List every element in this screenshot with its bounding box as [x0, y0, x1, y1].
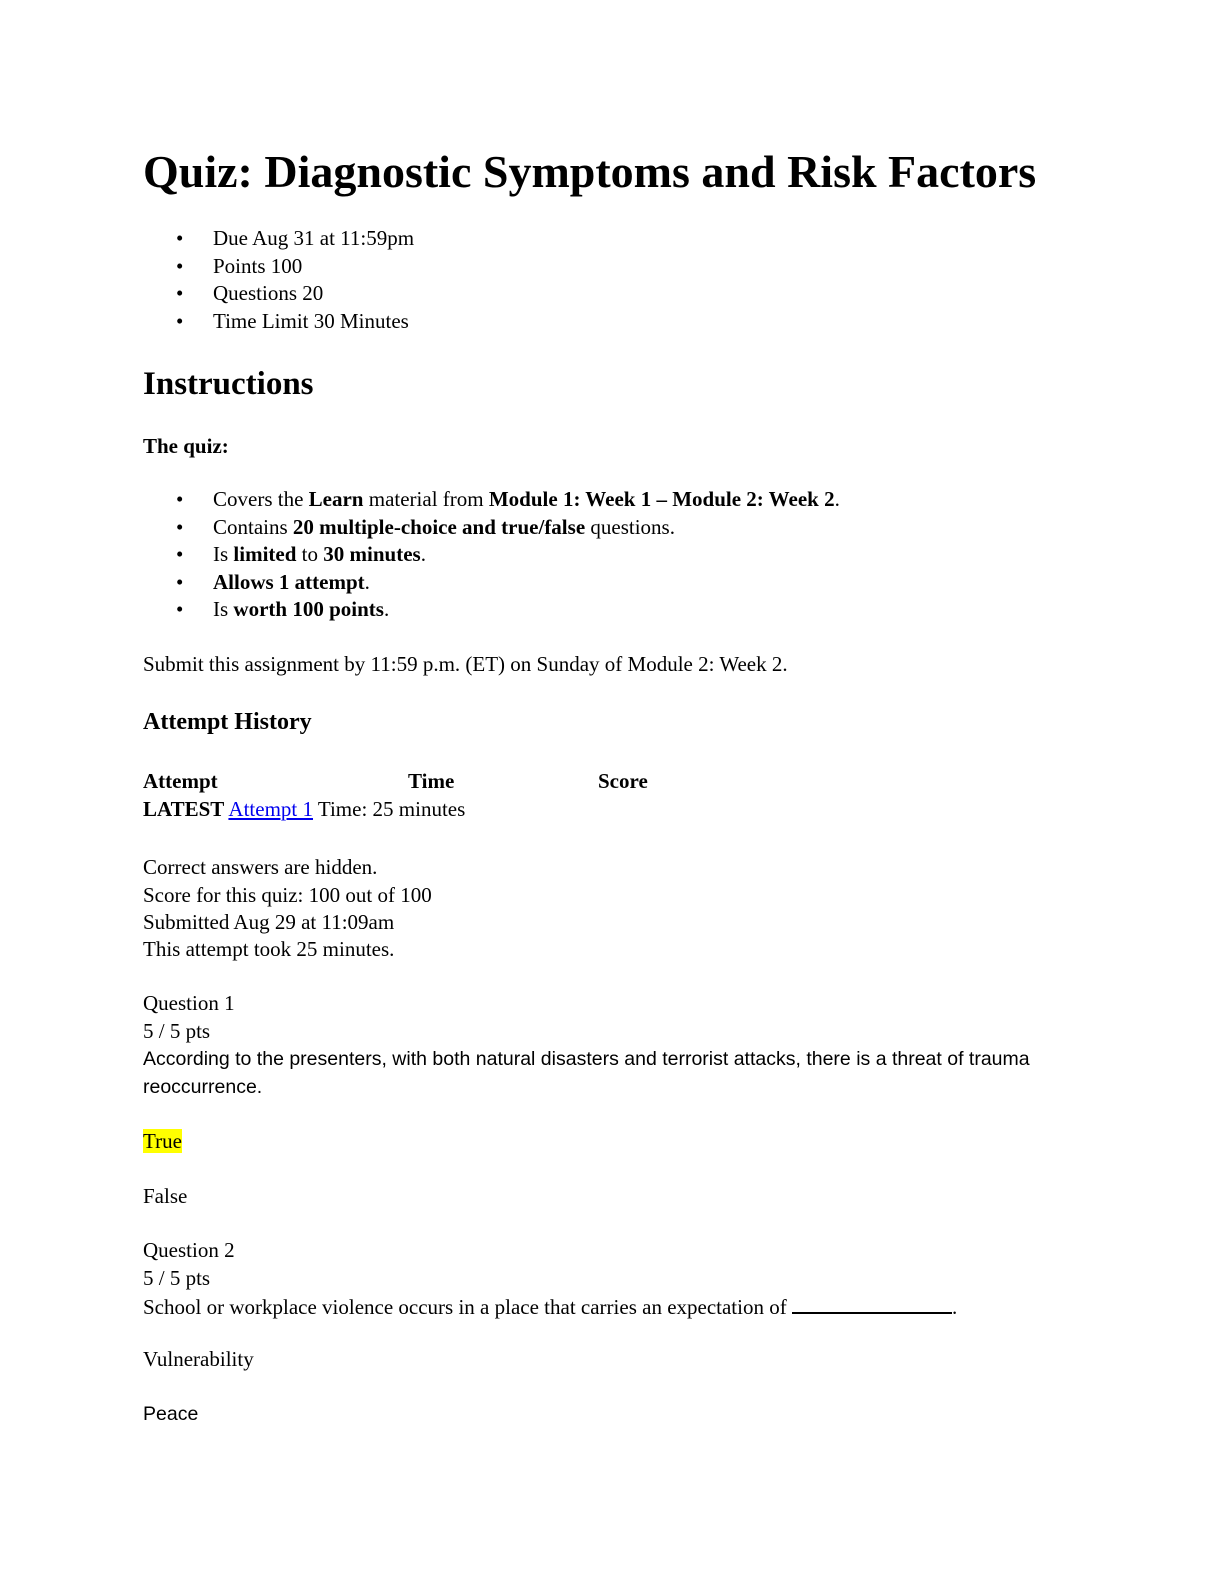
text-segment: . [383, 597, 390, 621]
bold-text: 20 multiple-choice and true/false [292, 514, 586, 539]
page-title: Quiz: Diagnostic Symptoms and Risk Factors [143, 146, 1037, 197]
question-2-text: School or workplace violence occurs in a place that carries an expectation of [143, 1295, 787, 1319]
meta-time-limit: • Time Limit 30 Minutes [143, 308, 414, 336]
question-1-option-true[interactable] [143, 1128, 182, 1155]
instruction-item [143, 514, 840, 542]
text-segment: Covers the [213, 487, 309, 511]
question-2-points: 5 / 5 pts [143, 1266, 211, 1290]
bold-text: worth 100 points [233, 597, 384, 621]
quiz-meta-list [143, 225, 414, 335]
text-segment: material from [363, 487, 489, 511]
question-1-points: 5 / 5 pts [143, 1019, 211, 1043]
question-1-label: Question 1 [143, 991, 235, 1015]
question-1-text: According to the presenters, with both natural disasters and terrorist attacks, there is a threat of trauma reoccurrence. [143, 1048, 1030, 1098]
attempt-1-link[interactable]: Attempt 1 [228, 797, 313, 821]
instructions-heading: Instructions [143, 366, 314, 402]
attempt-time: Time: 25 minutes [317, 797, 466, 821]
text-segment: . [420, 542, 426, 566]
text-segment: to [296, 542, 324, 566]
bold-text: Allows 1 attempt [213, 569, 365, 594]
attempt-history-heading: Attempt History [143, 709, 312, 735]
score-line: Score for this quiz: 100 out of 100 [143, 883, 432, 907]
text-segment: . [364, 569, 370, 594]
instruction-item [143, 596, 840, 624]
bold-text: 30 minutes [323, 542, 421, 566]
meta-due: • Due Aug 31 at 11:59pm [143, 225, 414, 253]
instruction-item [143, 486, 840, 514]
meta-questions: • Questions 20 [143, 280, 414, 308]
bold-text: Module 1: Week 1 – Module 2: Week 2 [488, 487, 835, 511]
text-segment: . [834, 487, 840, 511]
instructions-label: The quiz: [143, 434, 229, 458]
attempt-row [143, 795, 465, 823]
bold-text: limited [233, 542, 297, 566]
text-segment: Contains [213, 514, 293, 539]
text-segment: Is [213, 597, 234, 621]
submit-note: Submit this assignment by 11:59 p.m. (ET) on Sunday of Module 2: Week 2. [143, 652, 788, 676]
question-2-text-line [143, 1292, 957, 1321]
bold-text: Learn [308, 487, 364, 511]
column-time: Time [408, 769, 455, 793]
question-2-text-end: . [951, 1295, 958, 1319]
question-2-label: Question 2 [143, 1238, 235, 1262]
fill-in-blank [792, 1292, 952, 1314]
latest-label: LATEST [143, 797, 225, 821]
instruction-item [143, 541, 840, 569]
duration-line: This attempt took 25 minutes. [143, 937, 395, 961]
text-segment: questions. [585, 514, 675, 539]
instructions-list [143, 486, 840, 624]
column-score: Score [598, 769, 648, 793]
text-segment: Is [213, 542, 234, 566]
question-2-option-peace[interactable]: Peace [143, 1403, 199, 1425]
submitted-line: Submitted Aug 29 at 11:09am [143, 910, 395, 934]
question-2-option-vulnerability[interactable]: Vulnerability [143, 1347, 254, 1371]
meta-points: • Points 100 [143, 253, 414, 281]
selected-answer-highlight: True [143, 1129, 182, 1153]
question-1-option-false[interactable]: False [143, 1184, 188, 1208]
column-attempt: Attempt [143, 769, 218, 793]
answers-hidden-note: Correct answers are hidden. [143, 855, 378, 879]
instruction-item [143, 569, 840, 597]
